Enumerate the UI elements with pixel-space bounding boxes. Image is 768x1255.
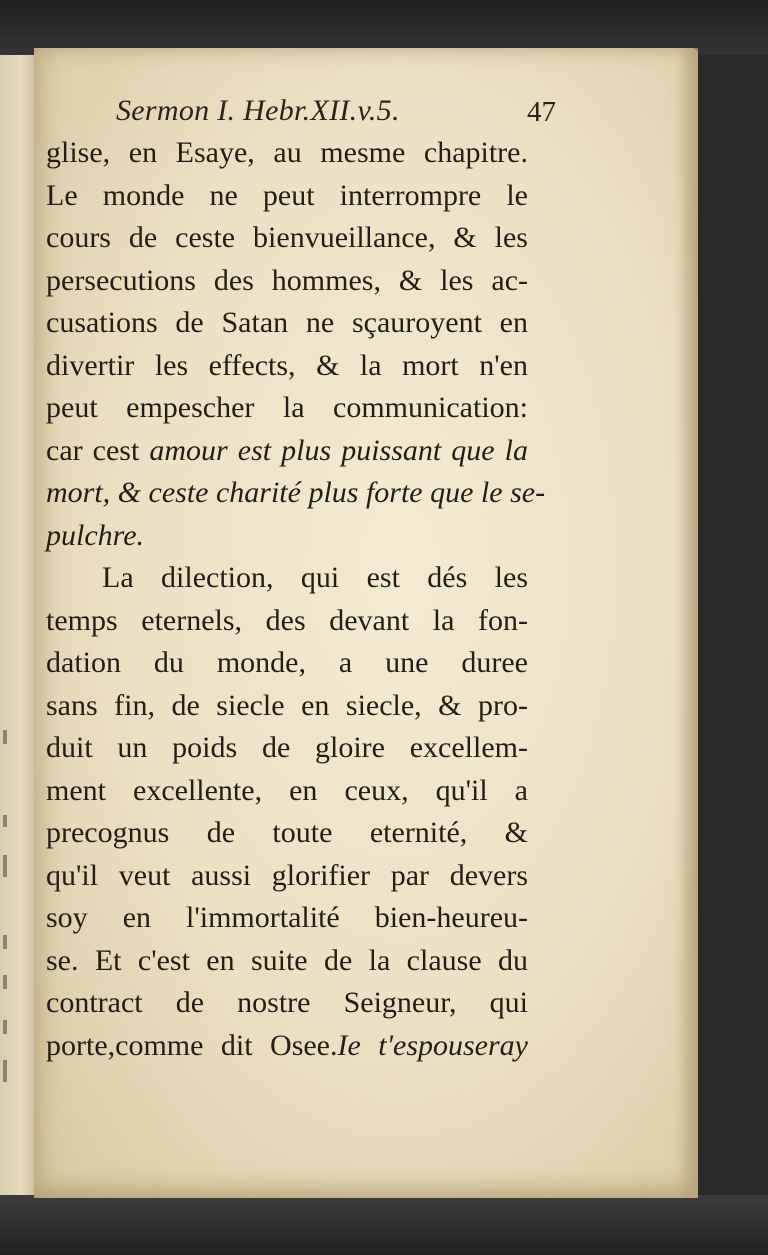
text-line: cours de ceste bienvueillance, & les (46, 221, 528, 254)
text-line: sans fin, de siecle en siecle, & pro- (46, 688, 528, 722)
italic-quote-line: mort, & ceste charité plus forte que le se- (46, 476, 546, 509)
edge-mark (3, 935, 7, 949)
roman-text: car cest (46, 433, 140, 467)
text-line: soy en l'immortalité bien-heureu- (46, 901, 528, 934)
edge-mark (3, 815, 7, 827)
page-fold-shadow (678, 48, 698, 1198)
text-line-mixed (46, 430, 528, 473)
text-line: temps eternels, des devant la fon- (46, 603, 528, 637)
text-line: contract de nostre Seigneur, qui (46, 986, 528, 1019)
background-bottom (0, 1195, 768, 1255)
edge-mark (3, 1020, 7, 1034)
background-top (0, 0, 768, 55)
text-line: qu'il veut aussi glorifier par devers (46, 858, 528, 892)
adjacent-page-edge (0, 55, 34, 1195)
page-header (116, 92, 556, 136)
text-line: divertir les effects, & la mort n'en (46, 348, 528, 382)
text-line: se. Et c'est en suite de la clause du (46, 943, 528, 977)
book-page (34, 48, 698, 1198)
text-line: ment excellente, en ceux, qu'il a (46, 773, 528, 807)
italic-quote: Ie t'espouseray (337, 1028, 528, 1062)
text-line: persecutions des hommes, & les ac- (46, 263, 528, 297)
edge-mark (3, 730, 7, 744)
text-line: peut empescher la communication: (46, 391, 528, 424)
text-line: cusations de Satan ne sçauroyent en (46, 306, 528, 339)
text-line: duit un poids de gloire excellem- (46, 731, 528, 764)
body-text (46, 132, 546, 1067)
paragraph-first-line: La dilection, qui est dés les (102, 561, 528, 594)
running-head: Sermon I. Hebr.XII.v.5. (116, 94, 400, 127)
text-line-mixed (46, 1025, 528, 1068)
text-line: precognus de toute eternité, & (46, 816, 528, 849)
edge-mark (3, 855, 7, 877)
text-line: dation du monde, a une duree (46, 646, 528, 679)
edge-mark (3, 975, 7, 989)
italic-quote: amour est plus puissant que la (149, 433, 529, 467)
text-line: Le monde ne peut interrompre le (46, 178, 528, 212)
edge-mark (3, 1060, 7, 1082)
roman-text: porte,comme dit Osee. (46, 1028, 338, 1062)
page-number: 47 (527, 96, 556, 128)
italic-quote-line: pulchre. (46, 518, 145, 552)
text-line: glise, en Esaye, au mesme chapitre. (46, 136, 528, 169)
